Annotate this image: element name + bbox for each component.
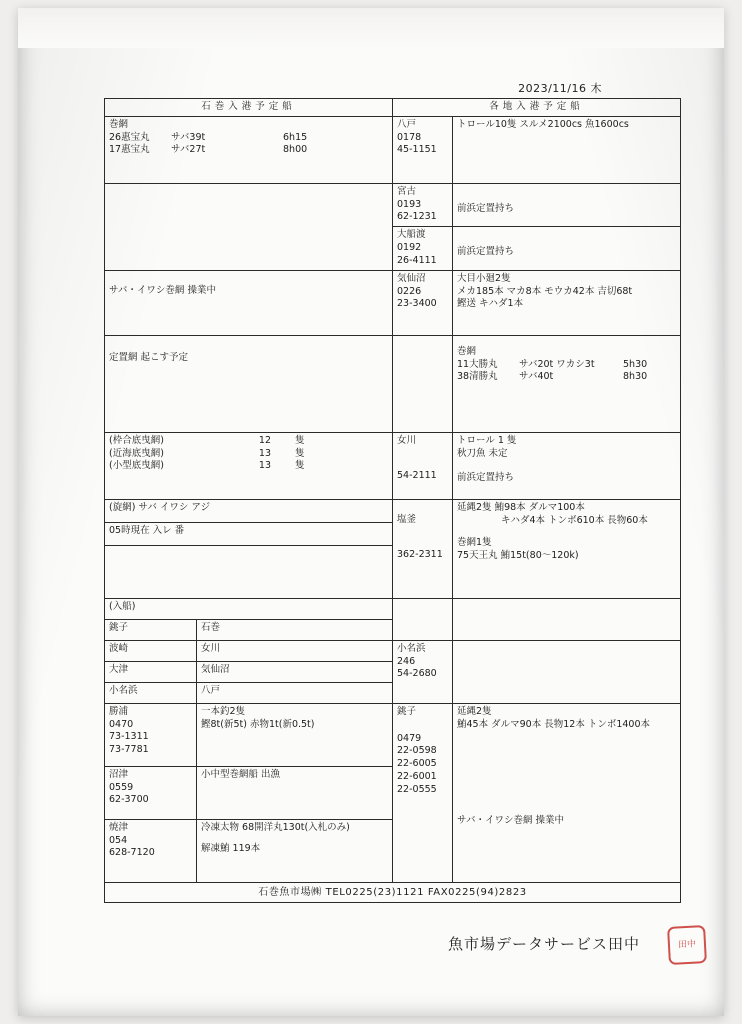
port-pair-1-b: 女川 bbox=[197, 640, 393, 661]
yaizu-note-1: 解凍鮪 119本 bbox=[201, 842, 261, 854]
senbiki-label: (旋網) サバ イワシ アジ bbox=[109, 501, 211, 513]
port-pair-0-b: 石巻 bbox=[197, 619, 393, 640]
maki-row-0-name: 26惠宝丸 bbox=[109, 131, 150, 143]
cell-port-miyako bbox=[393, 183, 453, 226]
row-katsuura-choshi bbox=[105, 703, 681, 766]
shiogama-tel2: 362-2311 bbox=[397, 548, 443, 560]
choshi-name: 銚子 bbox=[397, 705, 417, 717]
maki-row-1-fish: サバ27t bbox=[171, 144, 206, 156]
katsuura-note-head: 一本釣2隻 bbox=[201, 705, 246, 717]
shiogama-line-0: 延縄2隻 鮪98本 ダルマ100本 bbox=[457, 501, 585, 513]
onahama-tel1: 246 bbox=[397, 655, 416, 667]
soko-0-unit: 隻 bbox=[295, 434, 305, 446]
kmaki-1-name: 38清勝丸 bbox=[457, 371, 498, 383]
cell-note-saba bbox=[105, 270, 393, 335]
kmaki-1-time: 8h30 bbox=[623, 371, 648, 383]
cell-onahama-detail bbox=[453, 640, 681, 703]
port-pair-2-b: 気仙沼 bbox=[197, 661, 393, 682]
choshi-tel3: 22-6005 bbox=[397, 758, 437, 770]
fish-market-report-table bbox=[104, 98, 681, 903]
soko-2-count: 13 bbox=[258, 460, 271, 472]
red-seal-stamp: 田中 bbox=[667, 925, 707, 965]
row-teichi-kesennuma-maki bbox=[105, 335, 681, 432]
miyako-line-0: 前浜定置持ち bbox=[457, 202, 515, 214]
numazu-note-0: 小中型巻網船 出漁 bbox=[201, 768, 281, 780]
maki-row-0-fish: サバ39t bbox=[171, 131, 206, 143]
shiogama-line-2: 巻網1隻 bbox=[457, 537, 492, 549]
kmaki-0-time: 5h30 bbox=[623, 358, 648, 370]
hachinohe-line-0: トロール10隻 スルメ2100cs 魚1600cs bbox=[457, 118, 629, 130]
port-pair-3-b: 八戸 bbox=[197, 682, 393, 703]
maki-label: 巻網 bbox=[109, 118, 129, 130]
row-blank-miyako bbox=[105, 183, 681, 226]
maki-row-1-time: 8h00 bbox=[283, 144, 308, 156]
sokobiki-row-0 bbox=[109, 435, 388, 448]
yaizu-tel2: 628-7120 bbox=[109, 847, 155, 859]
shiogama-line-1: キハダ4本 トンボ610本 長物60本 bbox=[501, 514, 648, 526]
cell-numazu-port bbox=[105, 766, 197, 819]
kesennuma-name: 気仙沼 bbox=[397, 272, 426, 284]
yaizu-note-0: 冷凍太物 68開洋丸130t(入札のみ) bbox=[201, 821, 350, 833]
shiogama-line-3: 75天王丸 鮪15t(80〜120k) bbox=[457, 550, 579, 562]
katsuura-tel2: 73-1311 bbox=[109, 731, 149, 743]
report-sheet bbox=[104, 80, 680, 910]
sokobiki-row-1 bbox=[109, 448, 388, 461]
choshi-note: サバ・イワシ巻網 操業中 bbox=[457, 815, 564, 827]
cell-port-hachinohe bbox=[393, 116, 453, 183]
nyusen-label: (入船) bbox=[109, 600, 136, 612]
miyako-tel2: 62-1231 bbox=[397, 211, 437, 223]
cell-kesennuma-detail bbox=[453, 270, 681, 335]
cell-nyusen-label bbox=[105, 598, 393, 619]
port-pair-1-a: 波崎 bbox=[105, 640, 197, 661]
numazu-name: 沼津 bbox=[109, 768, 129, 780]
onagawa-line-0: トロール 1 隻 bbox=[457, 434, 517, 446]
row-senbiki-shiogama bbox=[105, 499, 681, 522]
row-sokobiki-onagawa bbox=[105, 432, 681, 499]
miyako-name: 宮古 bbox=[397, 185, 417, 197]
cell-ofunato-detail bbox=[453, 227, 681, 270]
note-saba-iwashi: サバ・イワシ巻網 操業中 bbox=[109, 284, 216, 296]
onagawa-name: 女川 bbox=[397, 434, 417, 446]
row-maki-hachinohe bbox=[105, 116, 681, 183]
cell-blank-2 bbox=[105, 545, 393, 598]
kesennuma-line-2: 鰹送 キハダ1本 bbox=[457, 298, 524, 310]
cell-right-blank-2 bbox=[453, 598, 681, 640]
ofunato-tel1: 0192 bbox=[397, 242, 422, 254]
onahama-name: 小名浜 bbox=[397, 642, 426, 654]
onagawa-line-2: 前浜定置持ち bbox=[457, 472, 515, 484]
cell-time-now bbox=[105, 522, 393, 545]
cell-port-ofunato bbox=[393, 227, 453, 270]
maki-row-0-time: 6h15 bbox=[283, 131, 308, 143]
hachinohe-tel2: 45-1151 bbox=[397, 144, 437, 156]
cell-ishinomaki-maki bbox=[105, 116, 393, 183]
hachinohe-name: 八戸 bbox=[397, 118, 417, 130]
cell-port-onahama bbox=[393, 640, 453, 703]
soko-0-count: 12 bbox=[258, 434, 271, 446]
yaizu-tel1: 054 bbox=[109, 834, 128, 846]
soko-0-label: (枠合底曳網) bbox=[109, 434, 164, 446]
yaizu-name: 焼津 bbox=[109, 821, 129, 833]
kesennuma-maki-row-1 bbox=[457, 371, 676, 384]
cell-right-blank-1 bbox=[393, 598, 453, 640]
katsuura-note-0: 鰹8t(新5t) 赤物1t(新0.5t) bbox=[201, 718, 315, 730]
cell-port-choshi bbox=[393, 703, 453, 882]
sokobiki-row-2 bbox=[109, 460, 388, 473]
ofunato-name: 大船渡 bbox=[397, 229, 426, 241]
port-pair-0-a: 銚子 bbox=[105, 619, 197, 640]
shiogama-name: 塩釜 bbox=[397, 513, 417, 525]
cell-katsuura-detail bbox=[197, 703, 393, 766]
numazu-tel2: 62-3700 bbox=[109, 794, 149, 806]
katsuura-name: 勝浦 bbox=[109, 705, 129, 717]
paper-sheet bbox=[18, 8, 724, 1016]
cell-sokobiki bbox=[105, 432, 393, 499]
choshi-tel1: 0479 bbox=[397, 732, 422, 744]
cell-onagawa-detail bbox=[453, 432, 681, 499]
cell-port-kesennuma bbox=[393, 270, 453, 335]
row-nyusen-label bbox=[105, 598, 681, 619]
soko-2-label: (小型底曳網) bbox=[109, 460, 164, 472]
onahama-tel2: 54-2680 bbox=[397, 668, 437, 680]
port-pair-3-a: 小名浜 bbox=[105, 682, 197, 703]
onagawa-tel2: 54-2111 bbox=[397, 469, 437, 481]
row-ports-pair-1 bbox=[105, 640, 681, 661]
soko-2-unit: 隻 bbox=[295, 460, 305, 472]
choshi-line-1: 鮪45本 ダルマ90本 長物12本 トンボ1400本 bbox=[457, 718, 651, 730]
maki-row-0 bbox=[109, 132, 388, 145]
maki-row-1-name: 17惠宝丸 bbox=[109, 144, 150, 156]
document-date: 2023/11/16 木 bbox=[518, 82, 602, 95]
header-left: 石巻入港予定船 bbox=[105, 99, 393, 117]
cell-hachinohe-detail bbox=[453, 116, 681, 183]
row-saba-kesennuma bbox=[105, 270, 681, 335]
footer-contact: 石巻魚市場㈱ TEL0225(23)1121 FAX0225(94)2823 bbox=[105, 882, 681, 903]
kesennuma-line-0: 大目小廻2隻 bbox=[457, 272, 511, 284]
miyako-tel1: 0193 bbox=[397, 198, 422, 210]
katsuura-tel1: 0470 bbox=[109, 718, 134, 730]
cell-port-onagawa bbox=[393, 432, 453, 499]
time-now: 05時現在 入レ 番 bbox=[109, 524, 185, 536]
numazu-tel1: 0559 bbox=[109, 781, 134, 793]
table-header-row bbox=[105, 99, 681, 117]
cell-choshi-detail bbox=[453, 703, 681, 882]
note-teichi: 定置網 起こす予定 bbox=[109, 351, 189, 363]
cell-shiogama-detail bbox=[453, 499, 681, 598]
soko-1-label: (近海底曳網) bbox=[109, 447, 164, 459]
cell-yaizu-port bbox=[105, 819, 197, 882]
kesennuma-maki-label: 巻網 bbox=[457, 345, 477, 357]
soko-1-unit: 隻 bbox=[295, 447, 305, 459]
soko-1-count: 13 bbox=[258, 447, 271, 459]
kmaki-1-fish: サバ40t bbox=[519, 371, 554, 383]
choshi-tel5: 22-0555 bbox=[397, 783, 437, 795]
maki-row-1 bbox=[109, 144, 388, 157]
kmaki-0-fish: サバ20t ワカシ3t bbox=[519, 358, 595, 370]
cell-note-teichi bbox=[105, 335, 393, 432]
port-pair-2-a: 大津 bbox=[105, 661, 197, 682]
kesennuma-tel1: 0226 bbox=[397, 285, 422, 297]
ofunato-tel2: 26-4111 bbox=[397, 254, 437, 266]
kmaki-0-name: 11大勝丸 bbox=[457, 358, 498, 370]
row-footer bbox=[105, 882, 681, 903]
cell-port-kesennuma-maki-blank bbox=[393, 335, 453, 432]
cell-miyako-detail bbox=[453, 183, 681, 226]
kesennuma-tel2: 23-3400 bbox=[397, 298, 437, 310]
cell-ishinomaki-blank-1 bbox=[105, 183, 393, 270]
cell-kesennuma-maki bbox=[453, 335, 681, 432]
cell-katsuura-port bbox=[105, 703, 197, 766]
cell-yaizu-detail bbox=[197, 819, 393, 882]
kesennuma-line-1: メカ185本 マカ8本 モウカ42本 吉切68t bbox=[457, 285, 633, 297]
hachinohe-tel1: 0178 bbox=[397, 131, 422, 143]
cell-senbiki bbox=[105, 499, 393, 522]
service-signature: 魚市場データサービス田中 bbox=[448, 935, 641, 953]
onagawa-line-1: 秋刀魚 未定 bbox=[457, 447, 508, 459]
cell-port-shiogama bbox=[393, 499, 453, 598]
ofunato-line-0: 前浜定置持ち bbox=[457, 246, 515, 258]
kesennuma-maki-row-0 bbox=[457, 359, 676, 372]
choshi-tel2: 22-0598 bbox=[397, 745, 437, 757]
katsuura-tel3: 73-7781 bbox=[109, 744, 149, 756]
cell-numazu-detail bbox=[197, 766, 393, 819]
choshi-tel4: 22-6001 bbox=[397, 770, 437, 782]
header-right: 各地入港予定船 bbox=[393, 99, 681, 117]
choshi-line-0: 延縄2隻 bbox=[457, 705, 492, 717]
